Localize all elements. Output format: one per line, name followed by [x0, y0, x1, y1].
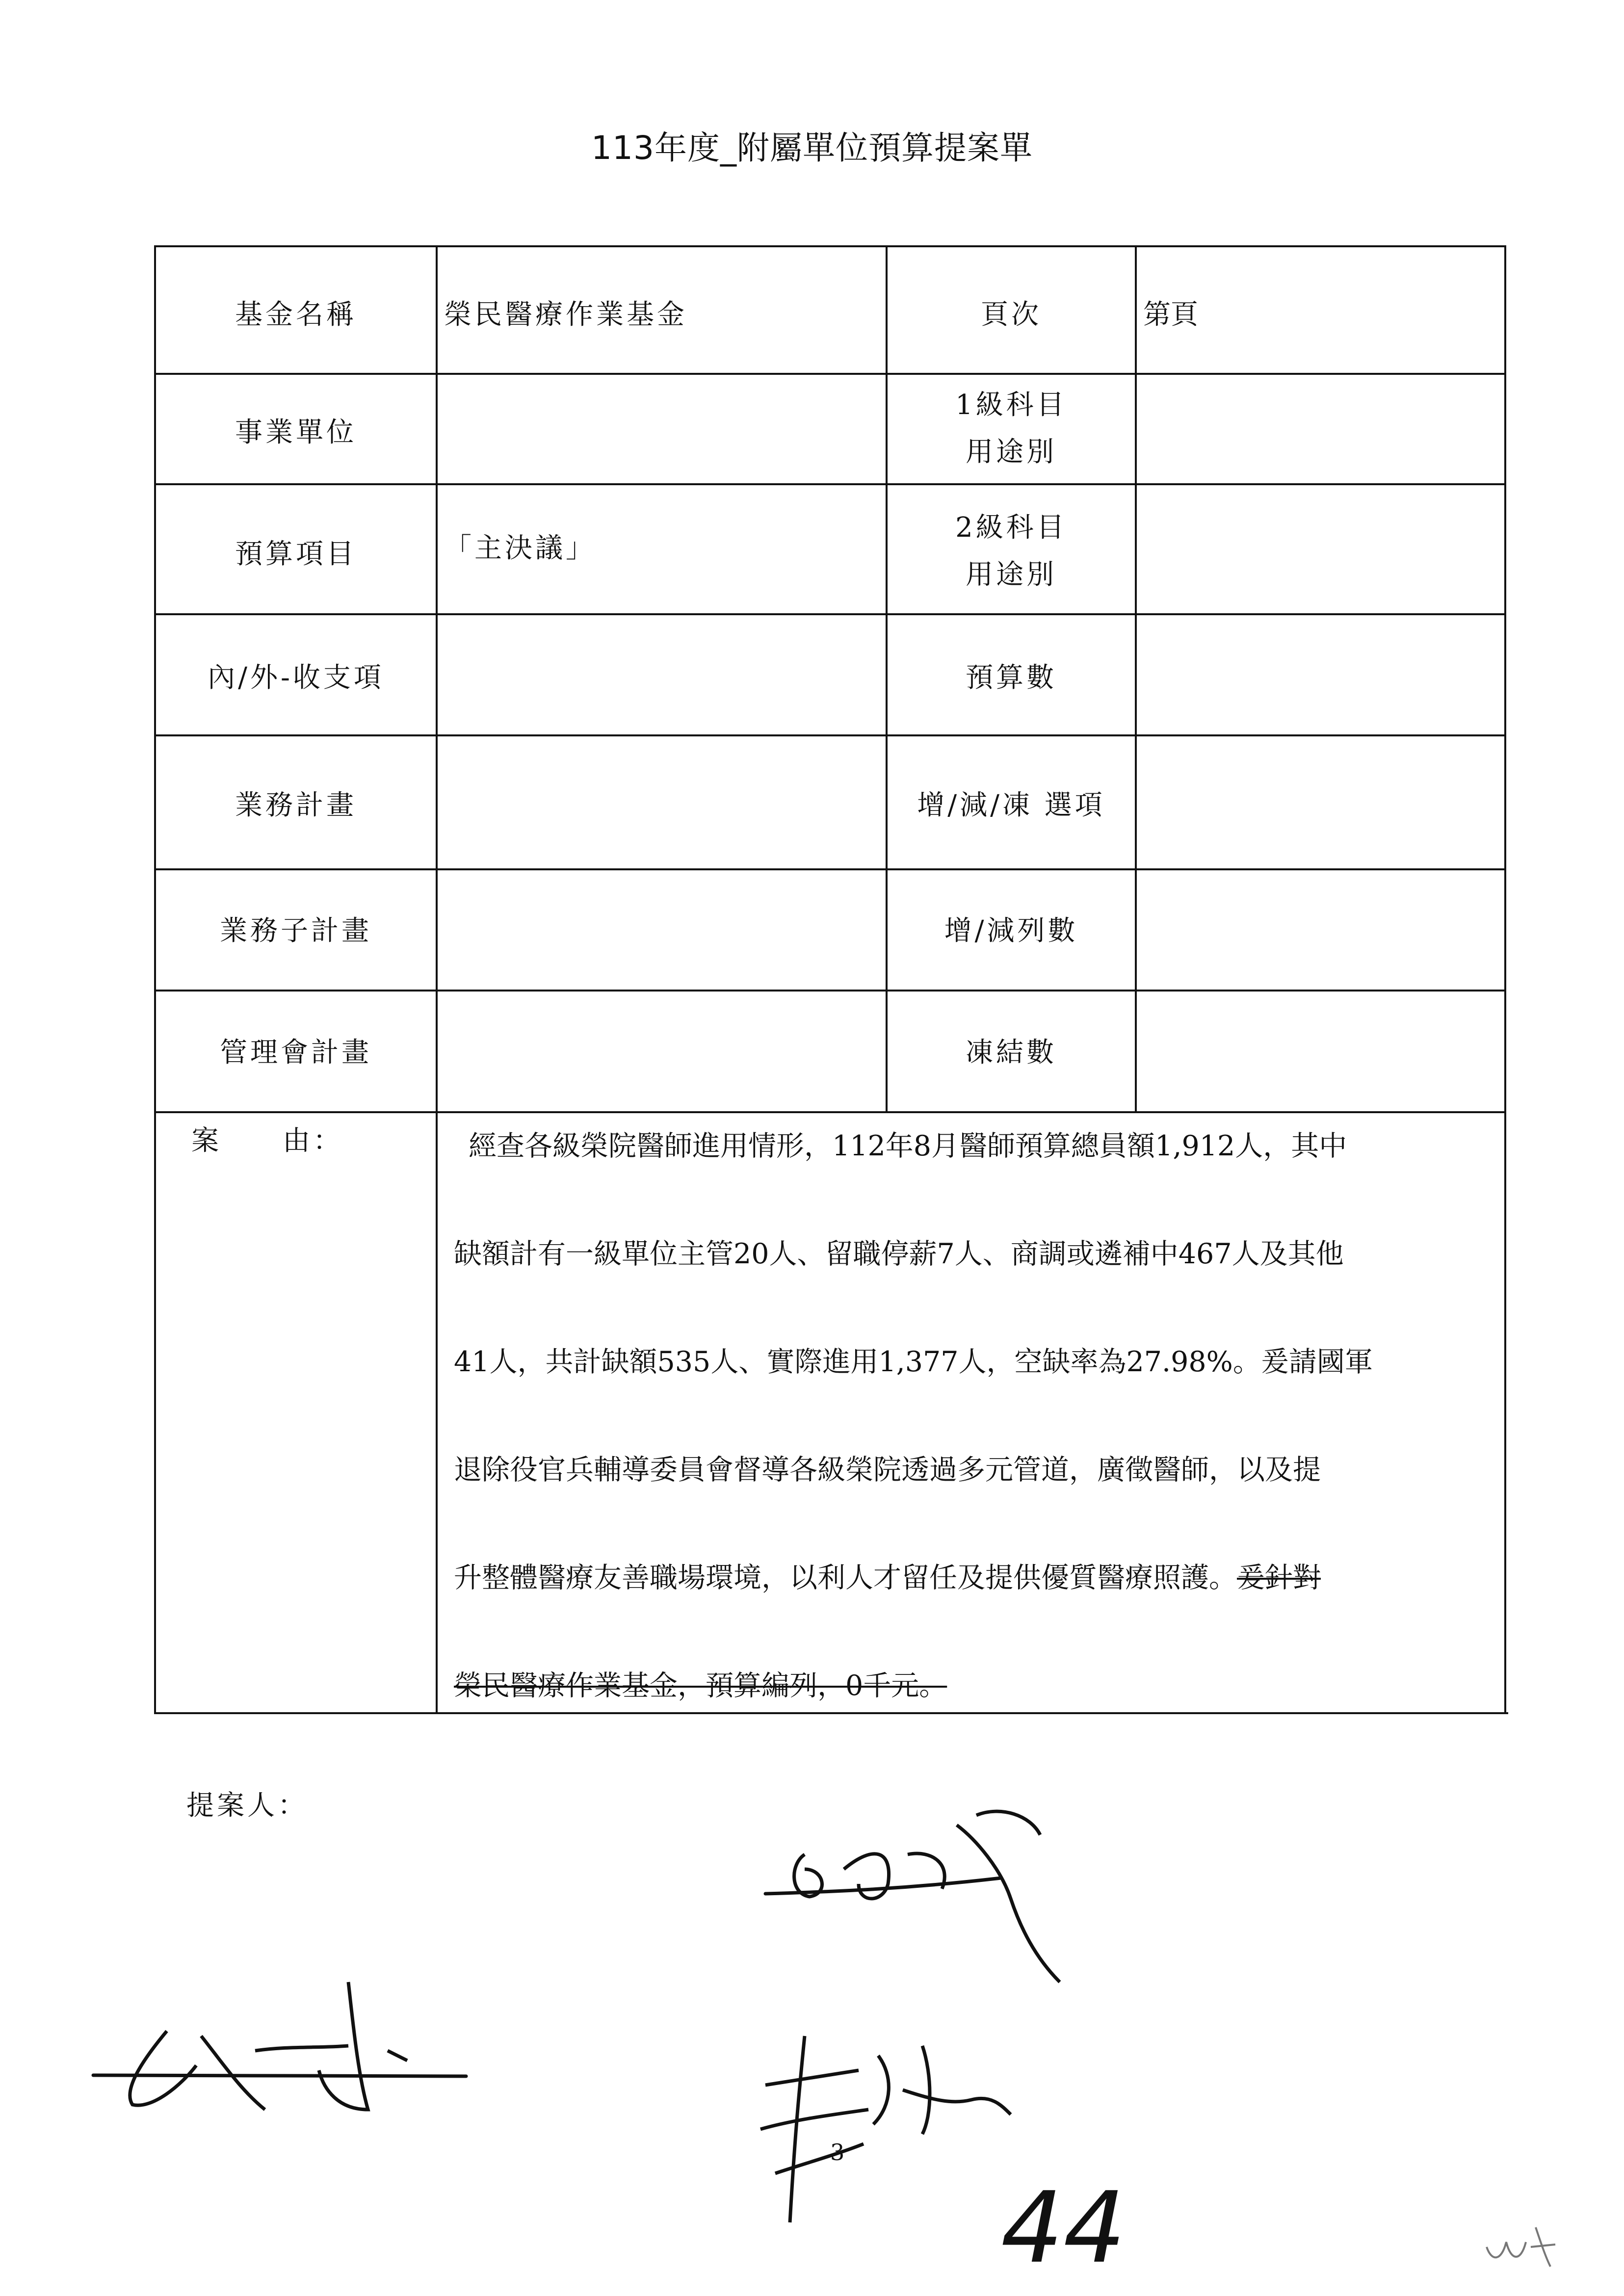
struck-line: 榮民醫療作業基金，預算編列，0千元。: [454, 1670, 947, 1702]
label-budget-item: 預算項目: [235, 538, 357, 570]
value-fund-name: 榮民醫療作業基金: [444, 299, 687, 331]
label-level1-subject: 1級科目: [955, 389, 1067, 421]
label-frozen-amount: 凍結數: [966, 1037, 1057, 1069]
handwritten-number: [1001, 2168, 1163, 2285]
label-level1-usage: 用途別: [966, 436, 1057, 468]
label-business-plan: 業務計畫: [235, 789, 357, 821]
case-reason-line: 退除役官兵輔導委員會督導各級榮院透過多元管道，廣徵醫師，以及提: [454, 1454, 1321, 1486]
value-budget-item: 「主決議」: [444, 532, 596, 564]
corner-scribble: [1482, 2218, 1560, 2271]
case-reason-text: 升整體醫療友善職場環境，以利人才留任及提供優質醫療照護。: [454, 1562, 1237, 1594]
struck-text: 爰針對: [1237, 1562, 1321, 1594]
label-page: 頁次: [981, 299, 1042, 331]
case-reason-line: 經查各級榮院醫師進用情形，112年8月醫師預算總員額1,912人，其中: [469, 1130, 1347, 1162]
signature-3: [746, 2016, 1021, 2242]
proposer-label: 提案人：: [186, 1790, 308, 1822]
handwritten-number-text: 44: [1001, 2171, 1126, 2285]
label-adjust-amount: 增/減列數: [944, 915, 1078, 947]
signature-2: [93, 1962, 466, 2168]
case-reason-line: [454, 1555, 1321, 1595]
case-reason-line: 41人，共計缺額535人、實際進用1,377人，空缺率為27.98%。爰請國軍: [454, 1346, 1373, 1378]
label-fund-name: 基金名稱: [235, 299, 357, 331]
label-adjust-option: 增/減/凍 選項: [917, 789, 1105, 821]
label-income-expense-type: 內/外-收支項: [208, 662, 384, 694]
signature-1: [746, 1796, 1089, 2002]
value-page: 第頁: [1143, 299, 1198, 331]
page-number: 3: [830, 2139, 845, 2166]
document-title: 113年度_附屬單位預算提案單: [591, 129, 1033, 167]
label-level2-usage: 用途別: [966, 559, 1057, 591]
label-budget-amount: 預算數: [966, 662, 1057, 694]
label-business-subplan: 業務子計畫: [220, 915, 372, 947]
case-reason-line: 缺額計有一級單位主管20人、留職停薪7人、商調或遴補中467人及其他: [454, 1238, 1344, 1270]
label-business-unit: 事業單位: [235, 417, 357, 448]
label-level2-subject: 2級科目: [955, 512, 1067, 544]
label-case-reason: 案 由：: [191, 1125, 343, 1157]
label-management-plan: 管理會計畫: [220, 1037, 372, 1069]
